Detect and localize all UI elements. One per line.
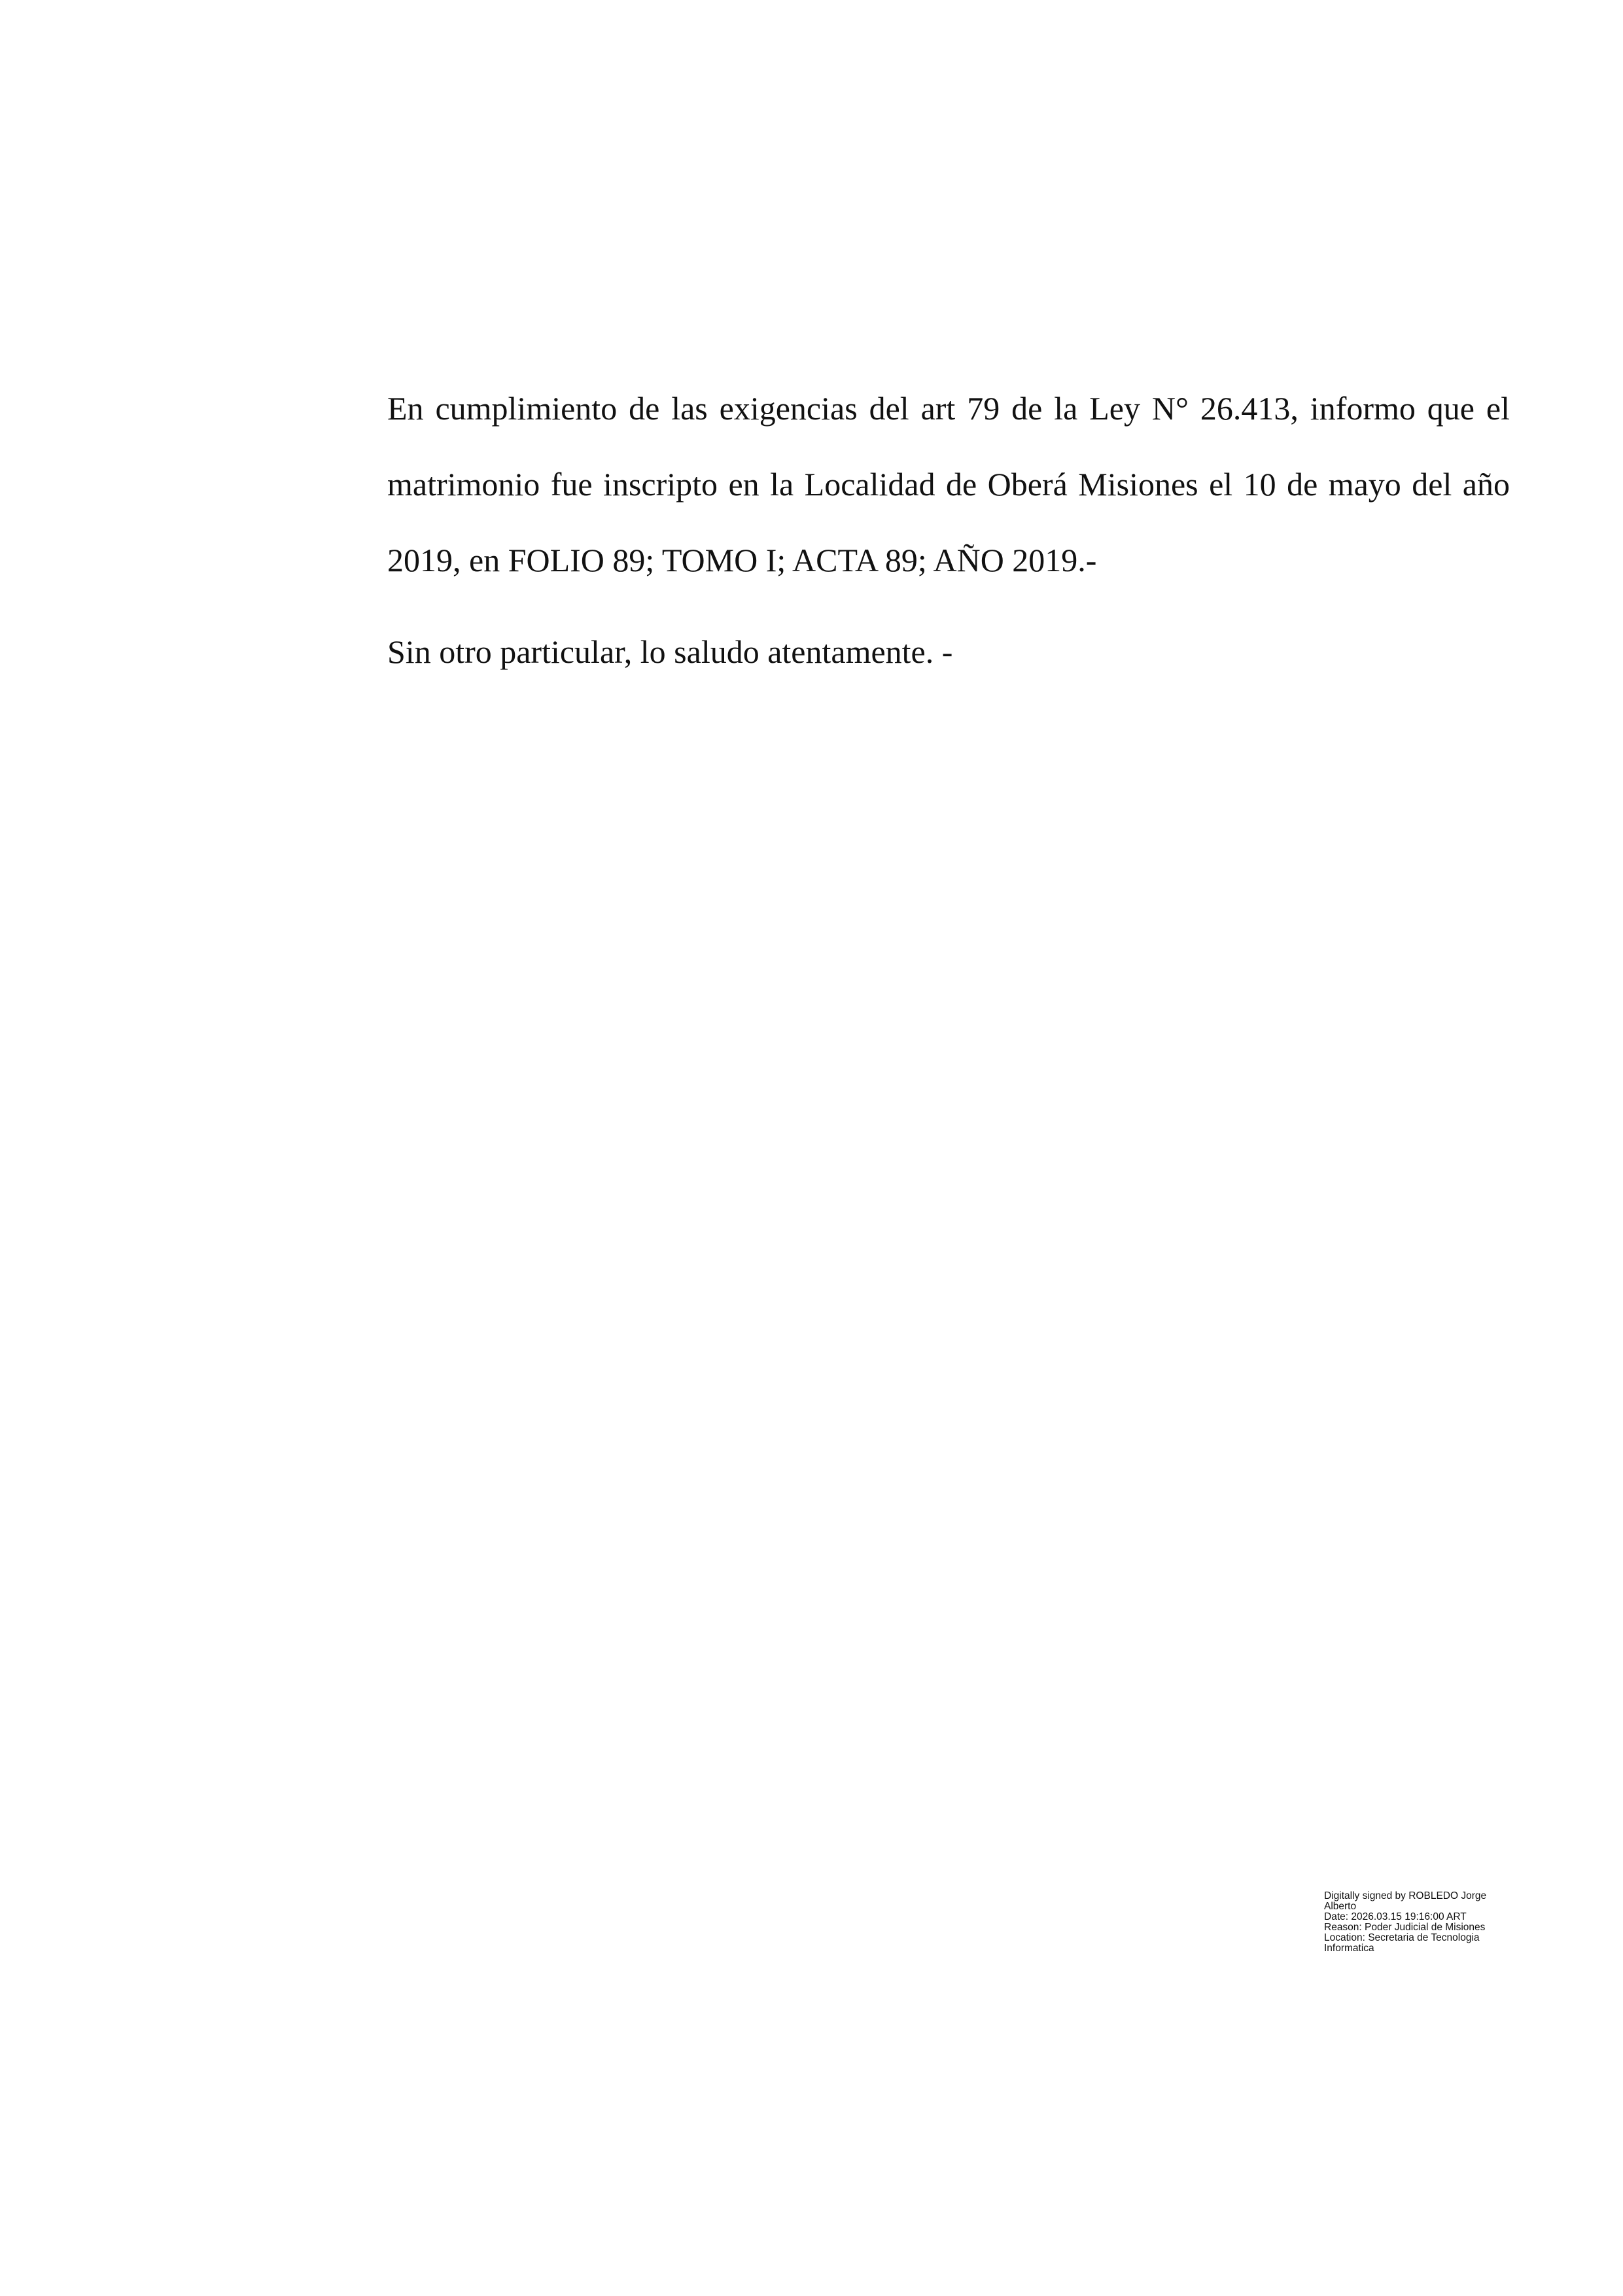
digital-signature-stamp bbox=[1324, 1891, 1520, 1954]
registration-paragraph: En cumplimiento de las exigencias del art 79 de la Ley N° 26.413, informo que el matrimonio fue inscripto en la Localidad de Oberá Misiones el 10 de mayo del año 2019, en FOLIO 89; TOMO I; ACTA 89; AÑO 2019.- bbox=[387, 390, 1510, 578]
closing-paragraph: Sin otro particular, lo saludo atentamente. - bbox=[387, 633, 953, 670]
signature-location: Location: Secretaria de Tecnologia Informatica bbox=[1324, 1932, 1480, 1954]
signature-signed-by: Digitally signed by ROBLEDO Jorge Alberto bbox=[1324, 1890, 1487, 1912]
signature-reason: Reason: Poder Judicial de Misiones bbox=[1324, 1922, 1486, 1933]
signature-date: Date: 2026.03.15 19:16:00 ART bbox=[1324, 1911, 1467, 1922]
letter-body bbox=[387, 370, 1510, 690]
